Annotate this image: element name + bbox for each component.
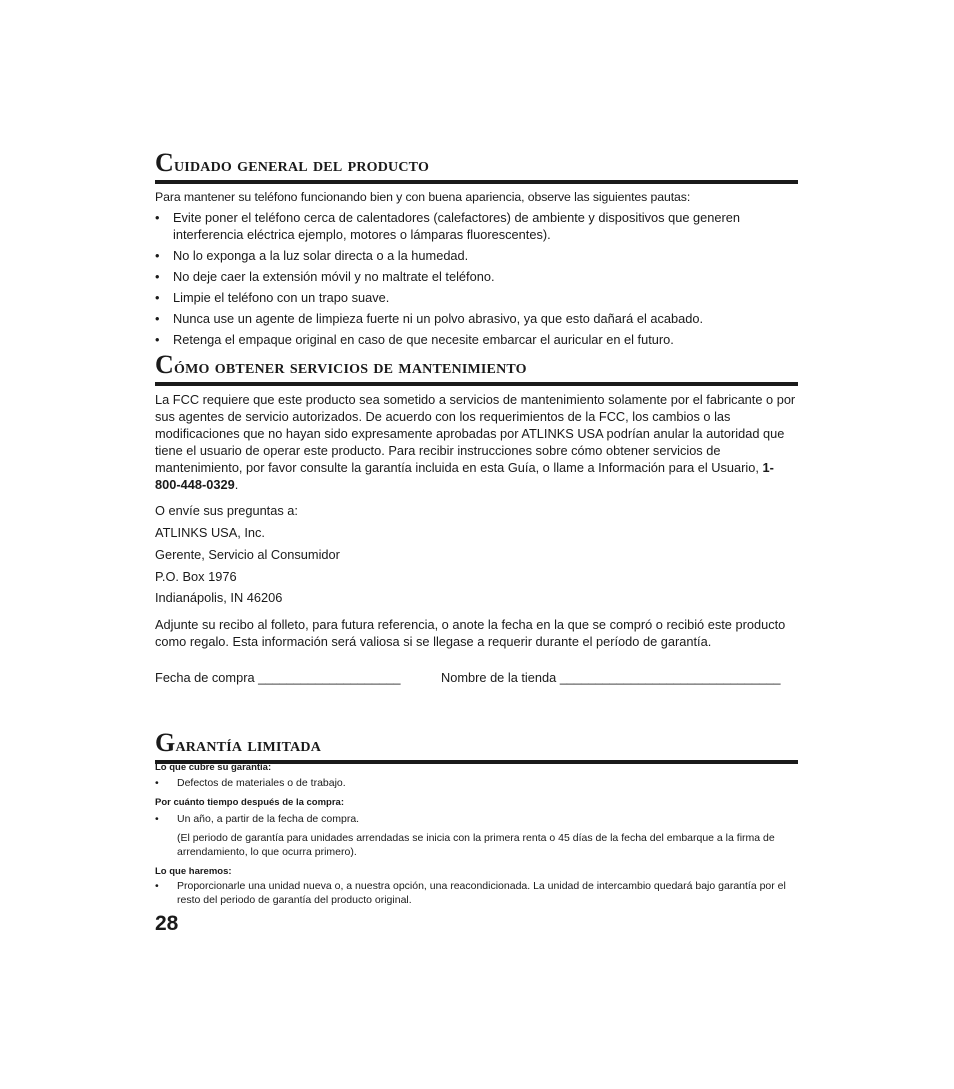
service-paragraph <box>155 391 798 493</box>
list-item: • Limpie el teléfono con un trapo suave. <box>155 289 798 306</box>
heading-text: arantía limitada <box>175 734 322 756</box>
list-item: • Nunca use un agente de limpieza fuerte ni un polvo abrasivo, ya que esto dañará el acabado. <box>155 310 798 327</box>
warranty-covers-label: Lo que cubre su garantía: <box>155 762 272 773</box>
warranty-duration-list <box>155 813 798 827</box>
purchase-date-blank: ____________________ <box>258 670 401 685</box>
warranty-duration-note: (El periodo de garantía para unidades arrendadas se inicia con la primera renta o 45 días de la fecha del embarque a la firma de arrendamiento, lo que ocurra primero). <box>177 832 775 858</box>
service-phone: 1-800-448-0329 <box>155 460 774 492</box>
section-heading-warranty <box>155 730 798 764</box>
address-company: ATLINKS USA, Inc. <box>155 525 265 540</box>
store-name-label: Nombre de la tienda <box>441 670 557 685</box>
address-intro: O envíe sus preguntas a: <box>155 503 298 518</box>
heading-initial: G <box>155 728 176 757</box>
purchase-date-label: Fecha de compra <box>155 670 255 685</box>
list-item: • No deje caer la extensión móvil y no maltrate el teléfono. <box>155 268 798 285</box>
section-heading-service <box>155 352 798 386</box>
care-intro: Para mantener su teléfono funcionando bien y con buena apariencia, observe las siguientes pautas: <box>155 190 691 204</box>
purchase-date-field <box>155 669 401 686</box>
section-heading-general-care <box>155 150 798 184</box>
address-po-box: P.O. Box 1976 <box>155 569 237 584</box>
warranty-actions-label: Lo que haremos: <box>155 866 232 877</box>
care-list <box>155 209 798 348</box>
list-item: • Proporcionarle una unidad nueva o, a nuestra opción, una reacondicionada. La unidad de intercambio quedará bajo garantía por el resto del periodo de garantía del producto original. <box>155 880 798 907</box>
heading-initial: C <box>155 148 174 177</box>
list-item: • No lo exponga a la luz solar directa o a la humedad. <box>155 247 798 264</box>
page-number: 28 <box>155 912 179 935</box>
list-item: • Evite poner el teléfono cerca de calentadores (calefactores) de ambiente y dispositivos que generen interferencia eléctrica ejemplo, motores o lámparas fluorescentes). <box>155 209 798 243</box>
list-item: • Defectos de materiales o de trabajo. <box>155 777 798 791</box>
warranty-duration-label: Por cuánto tiempo después de la compra: <box>155 797 344 808</box>
warranty-actions-list <box>155 880 798 907</box>
heading-text: ómo obtener servicios de mantenimiento <box>173 356 527 378</box>
warranty-covers-list <box>155 777 798 791</box>
store-name-blank: _______________________________ <box>559 670 781 685</box>
service-text: La FCC requiere que este producto sea sometido a servicios de mantenimiento solamente por el fabricante o por sus agentes de servicio autorizados. De acuerdo con los requerimientos de la FCC, los cambios o las modificaciones que no hayan sido expresamente aprobadas por ATLINKS USA podrían anular la autoridad que tiene el usuario de operar este producto. Para recibir instrucciones sobre cómo obtener servicios de mantenimiento, por favor consulte la garantía incluida en esta Guía, o llame a Información para el Usuario, <box>155 392 796 475</box>
service-period: . <box>234 477 239 492</box>
list-item: • Retenga el empaque original en caso de que necesite embarcar el auricular en el futuro. <box>155 331 798 348</box>
address-department: Gerente, Servicio al Consumidor <box>155 547 340 562</box>
list-item: • Un año, a partir de la fecha de compra. <box>155 813 798 827</box>
receipt-note: Adjunte su recibo al folleto, para futura referencia, o anote la fecha en la que se compró o recibió este producto como regalo. Esta información será valiosa si se llegase a requerir durante el período de garantía. <box>155 617 786 649</box>
heading-text: uidado general del producto <box>173 154 430 176</box>
store-name-field <box>441 669 780 686</box>
heading-initial: C <box>155 350 174 379</box>
address-city: Indianápolis, IN 46206 <box>155 590 283 605</box>
